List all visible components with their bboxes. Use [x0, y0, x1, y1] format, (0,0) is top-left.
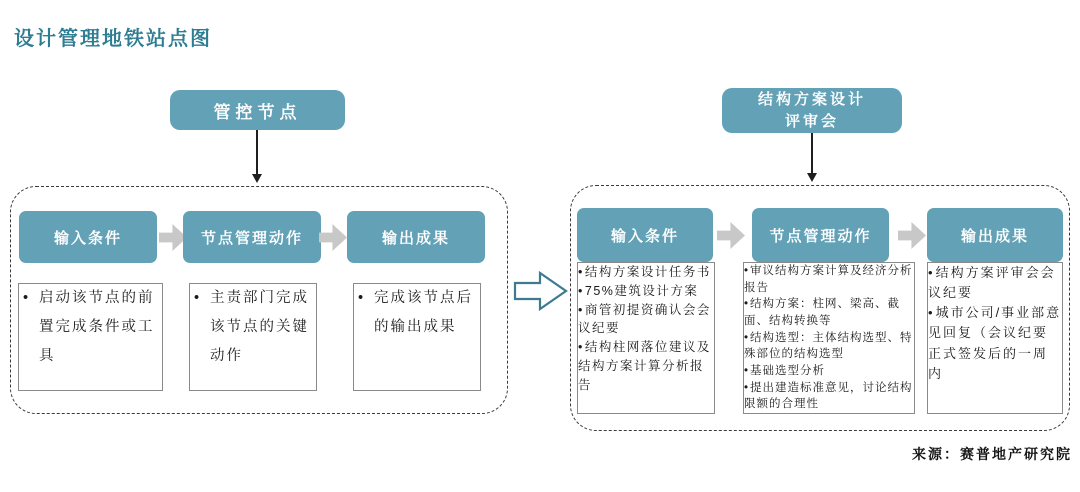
list-item: • 完成该节点后的输出成果 — [354, 284, 480, 342]
list-item: • 启动该节点的前置完成条件或工具 — [19, 284, 162, 371]
generic-node-panel — [10, 186, 508, 414]
right-output-header: 输出成果 — [927, 208, 1063, 262]
list-item: • 75%建筑设计方案 — [578, 282, 714, 301]
source-credit: 来源：赛普地产研究院 — [912, 446, 1072, 462]
list-item: • 基础选型分析 — [744, 363, 914, 380]
list-item: • 结构方案：柱网、梁高、截面、结构转换等 — [744, 296, 914, 329]
review-meeting-label-line2: 评审会 — [784, 112, 839, 130]
list-item: • 结构方案设计任务书 — [578, 263, 714, 282]
control-node-box — [170, 90, 345, 130]
list-item: • 结构方案评审会会议纪要 — [928, 263, 1062, 303]
flow-arrow-icon — [898, 222, 926, 249]
right-action-header: 节点管理动作 — [752, 208, 889, 262]
review-meeting-label-line1: 结构方案设计 — [757, 90, 866, 108]
list-item: • 结构柱网落位建议及结构方案计算分析报告 — [578, 338, 714, 394]
right-input-body — [577, 262, 715, 414]
review-meeting-node-box — [722, 88, 902, 133]
list-item: • 结构选型：主体结构选型、特殊部位的结构选型 — [744, 330, 914, 363]
left-output-body — [353, 283, 481, 391]
flow-arrow-icon — [717, 222, 745, 249]
left-output-header: 输出成果 — [347, 211, 485, 263]
left-action-body — [189, 283, 317, 391]
connector-line-right — [811, 133, 813, 173]
section-transition-arrow-icon — [512, 269, 570, 313]
connector-line-left — [256, 130, 258, 174]
control-node-label: 管控节点 — [213, 102, 302, 122]
list-item: • 审议结构方案计算及经济分析报告 — [744, 263, 914, 296]
page-title: 设计管理地铁站点图 — [14, 28, 212, 50]
list-item: • 提出建造标准意见，讨论结构限额的合理性 — [744, 380, 914, 413]
right-input-header: 输入条件 — [577, 208, 713, 262]
list-item: • 商管初提资确认会会议纪要 — [578, 301, 714, 339]
left-input-header: 输入条件 — [19, 211, 157, 263]
down-arrow-icon — [807, 173, 817, 182]
down-arrow-icon — [252, 174, 262, 183]
list-item: • 主责部门完成该节点的关键动作 — [190, 284, 316, 371]
list-item: • 城市公司/事业部意见回复（会议纪要正式签发后的一周内 — [928, 303, 1062, 384]
right-action-body — [743, 262, 915, 414]
flow-arrow-icon — [319, 224, 347, 251]
review-node-panel — [570, 185, 1070, 431]
left-input-body — [18, 283, 163, 391]
right-output-body — [927, 262, 1063, 414]
left-action-header: 节点管理动作 — [183, 211, 321, 263]
